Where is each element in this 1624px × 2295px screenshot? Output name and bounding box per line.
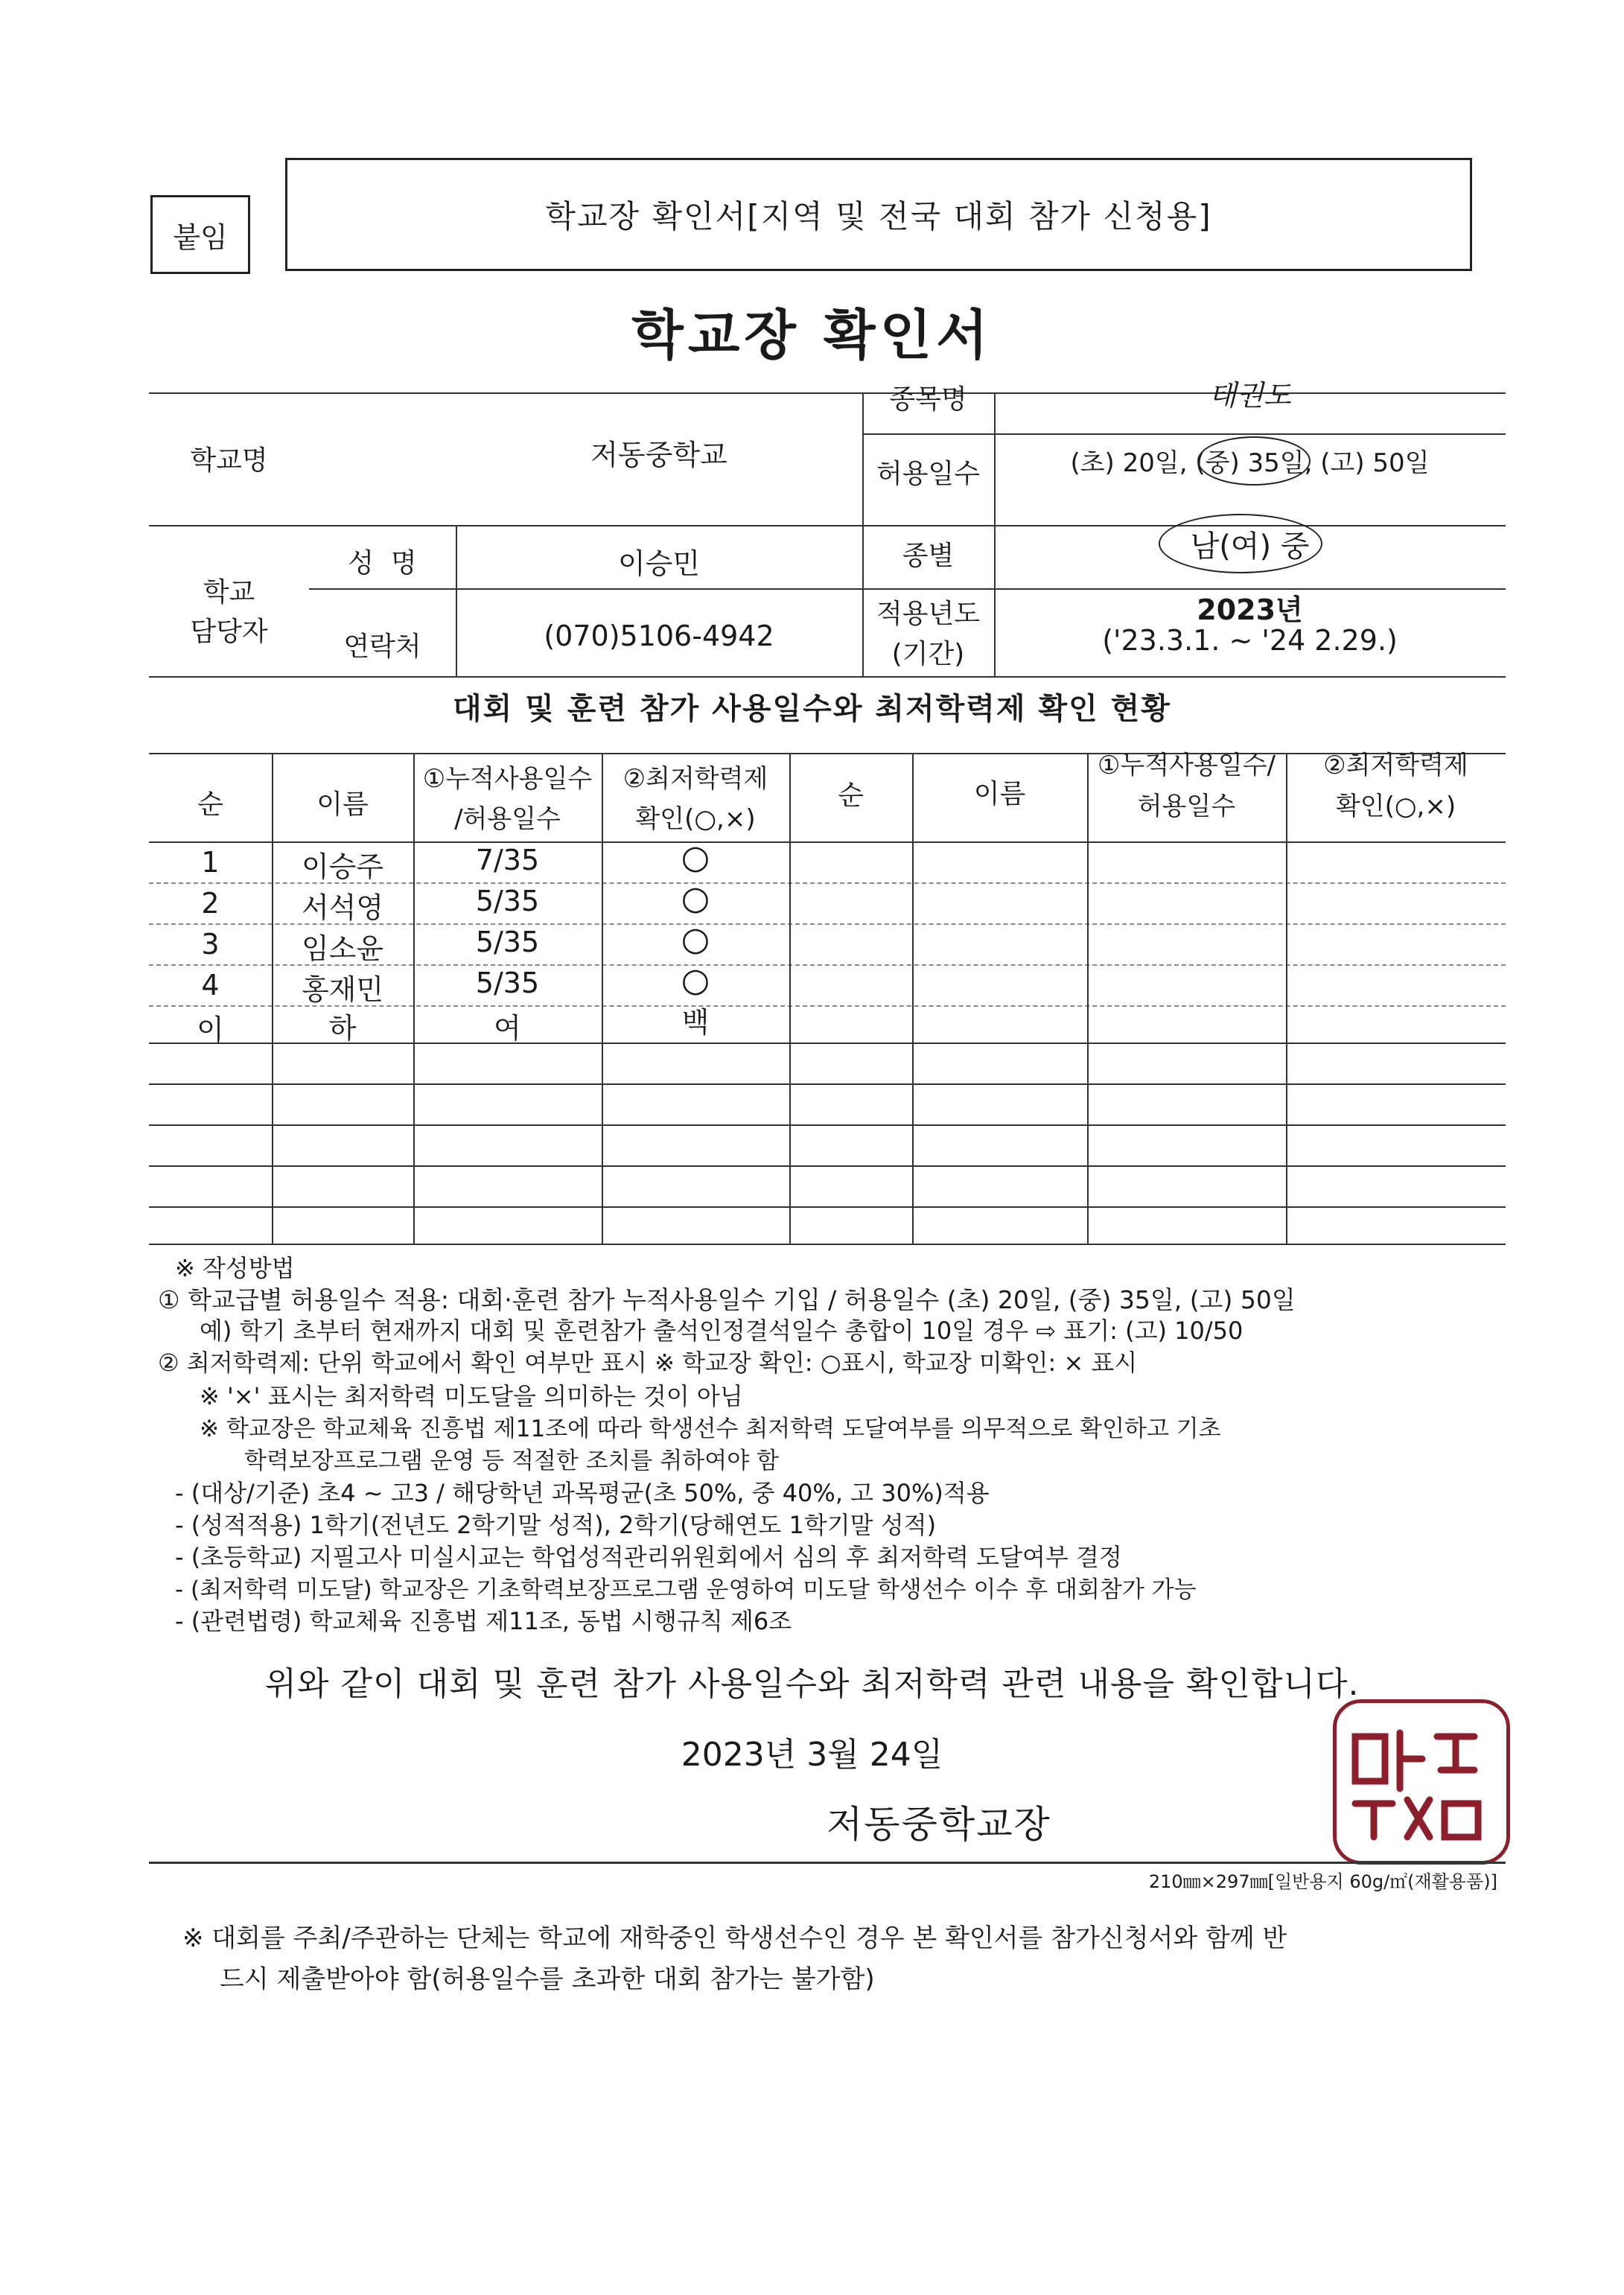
table-divider	[789, 753, 791, 1244]
row-4-days: 5/35	[475, 967, 540, 999]
confirmation-text: 위와 같이 대회 및 훈련 참가 사용일수와 최저학력 관련 내용을 확인합니다.	[264, 1665, 1360, 1703]
contact-label: 연락처	[343, 631, 421, 662]
row-3-name: 임소윤	[301, 932, 384, 965]
category-circle	[1159, 514, 1322, 573]
attachment-label: 붙임	[173, 220, 228, 254]
notes-title: ※ 작성방법	[175, 1254, 295, 1282]
row-2-name: 서석영	[301, 891, 384, 924]
school-label: 학교명	[190, 445, 268, 476]
header-r-no: 순	[838, 780, 864, 811]
note-line: ① 학교급별 허용일수 적용: 대회·훈련 참가 누적사용일수 기입 / 허용일수 (초) 20일, (중) 35일, (고) 50일	[158, 1285, 1296, 1314]
header-no: 순	[197, 789, 223, 820]
header-r-name: 이름	[973, 779, 1026, 809]
header-days-1: ①누적사용일수	[422, 764, 593, 794]
row-4-name: 홍재민	[301, 973, 384, 1006]
school-name: 저동중학교	[590, 439, 727, 471]
form-title: 학교장 확인서[지역 및 전국 대회 참가 신청용]	[545, 198, 1212, 235]
year-value-2: ('23.3.1. ~ '24 2.29.)	[1102, 624, 1398, 657]
info-bottom-line	[149, 676, 1506, 678]
row-3-days: 5/35	[475, 926, 540, 958]
event-value: 태권도	[1209, 379, 1291, 412]
form-title-box	[285, 158, 1472, 271]
table-bottom-line	[149, 1244, 1506, 1245]
contact-value: (070)5106-4942	[544, 620, 774, 652]
row-3-no: 3	[201, 928, 220, 961]
header-r-days-2: 허용일수	[1137, 792, 1236, 821]
row-4-no: 4	[201, 969, 220, 1002]
row-4-check: ○	[681, 961, 710, 999]
name-label: 성 명	[348, 548, 417, 579]
note-line: - (초등학교) 지필고사 미실시교는 학업성적관리위원회에서 심의 후 최저학력 도달여부 결정	[175, 1543, 1122, 1571]
row-2-days: 5/35	[475, 885, 540, 917]
info-line	[862, 433, 1506, 435]
principal-name: 저동중학교장	[827, 1803, 1051, 1846]
header-name: 이름	[316, 789, 369, 820]
row-3-check: ○	[681, 920, 710, 958]
header-check-2: 확인(○,×)	[635, 804, 756, 834]
blank-row-c2: 하	[328, 1012, 357, 1045]
note-line: 예) 학기 초부터 현재까지 대회 및 훈련참가 출석인정결석일수 총합이 10일 경우 ⇨ 표기: (고) 10/50	[200, 1317, 1244, 1345]
year-value-1: 2023년	[1197, 593, 1303, 626]
note-line: 학력보장프로그램 운영 등 적절한 조치를 취하여야 함	[244, 1448, 779, 1474]
official-seal	[1333, 1699, 1510, 1865]
table-row-line	[149, 1083, 1506, 1085]
footer-note-1: ※ 대회를 주최/주관하는 단체는 학교에 재학중인 학생선수인 경우 본 확인서를 참가신청서와 함께 반	[182, 1923, 1287, 1953]
name-value: 이승민	[617, 547, 701, 580]
header-r-check-1: ②최저학력제	[1323, 751, 1468, 780]
allowed-days-value: (초) 20일, (중) 35일, (고) 50일	[1070, 448, 1430, 478]
allowed-days-label: 허용일수	[876, 459, 981, 489]
row-2-no: 2	[201, 887, 220, 920]
attachment-box	[150, 195, 250, 274]
row-1-name: 이승주	[301, 850, 384, 883]
header-days-2: /허용일수	[454, 804, 561, 834]
manager-label-1: 학교	[203, 577, 255, 608]
blank-row-c1: 이	[197, 1013, 224, 1046]
table-row-line	[149, 1124, 1506, 1126]
info-line	[309, 588, 862, 590]
table-divider	[1087, 753, 1089, 1244]
footer-note-2: 드시 제출받아야 함(허용일수를 초과한 대회 참가는 불가함)	[220, 1964, 875, 1994]
footer-line	[149, 1862, 1506, 1864]
row-1-no: 1	[201, 846, 220, 879]
category-value: 남(여) 중	[1190, 529, 1310, 564]
blank-row-c4: 백	[681, 1006, 710, 1039]
table-header-line	[149, 841, 1506, 843]
row-2-check: ○	[681, 879, 710, 917]
table-divider	[1286, 753, 1287, 1244]
note-line: - (관련법령) 학교체육 진흥법 제11조, 동법 시행규칙 제6조	[175, 1607, 792, 1635]
header-check-1: ②최저학력제	[622, 764, 768, 794]
note-line: ② 최저학력제: 단위 학교에서 확인 여부만 표시 ※ 학교장 확인: ○표시, 학교장 미확인: × 표시	[158, 1349, 1138, 1377]
year-label-1: 적용년도	[876, 599, 981, 629]
year-label-2: (기간)	[891, 639, 965, 669]
note-line: ※ '×' 표시는 최저학력 미도달을 의미하는 것이 아님	[200, 1382, 743, 1410]
paper-spec: 210㎜×297㎜[일반용지 60g/㎡(재활용품)]	[1148, 1871, 1497, 1892]
manager-label-2: 담당자	[190, 617, 268, 647]
blank-row-c3: 여	[494, 1012, 521, 1045]
table-divider	[912, 753, 914, 1244]
table-title: 대회 및 훈련 참가 사용일수와 최저학력제 확인 현황	[453, 692, 1171, 726]
category-label: 종별	[902, 541, 955, 571]
table-row-line	[149, 1165, 1506, 1167]
note-line: - (최저학력 미도달) 학교장은 기초학력보장프로그램 운영하여 미도달 학생선수 이수 후 대회참가 가능	[175, 1576, 1197, 1603]
row-1-days: 7/35	[475, 844, 540, 876]
row-1-check: ○	[681, 838, 710, 876]
note-line: - (대상/기준) 초4 ~ 고3 / 해당학년 과목평균(초 50%, 중 40%, 고 30%)적용	[175, 1479, 990, 1507]
note-line: - (성적적용) 1학기(전년도 2학기말 성적), 2학기(당해연도 1학기말 성적)	[175, 1511, 937, 1539]
event-label: 종목명	[889, 384, 967, 415]
note-line: ※ 학교장은 학교체육 진흥법 제11조에 따라 학생선수 최저학력 도달여부를 의무적으로 확인하고 기초	[200, 1416, 1221, 1442]
issue-date: 2023년 3월 24일	[681, 1736, 943, 1774]
middle-school-circle	[1197, 436, 1311, 486]
header-r-check-2: 확인(○,×)	[1335, 792, 1456, 821]
document-title: 학교장 확인서	[631, 304, 993, 366]
table-row-line	[149, 1206, 1506, 1208]
seal-icon	[1333, 1699, 1503, 1857]
header-r-days-1: ①누적사용일수/	[1098, 751, 1276, 780]
